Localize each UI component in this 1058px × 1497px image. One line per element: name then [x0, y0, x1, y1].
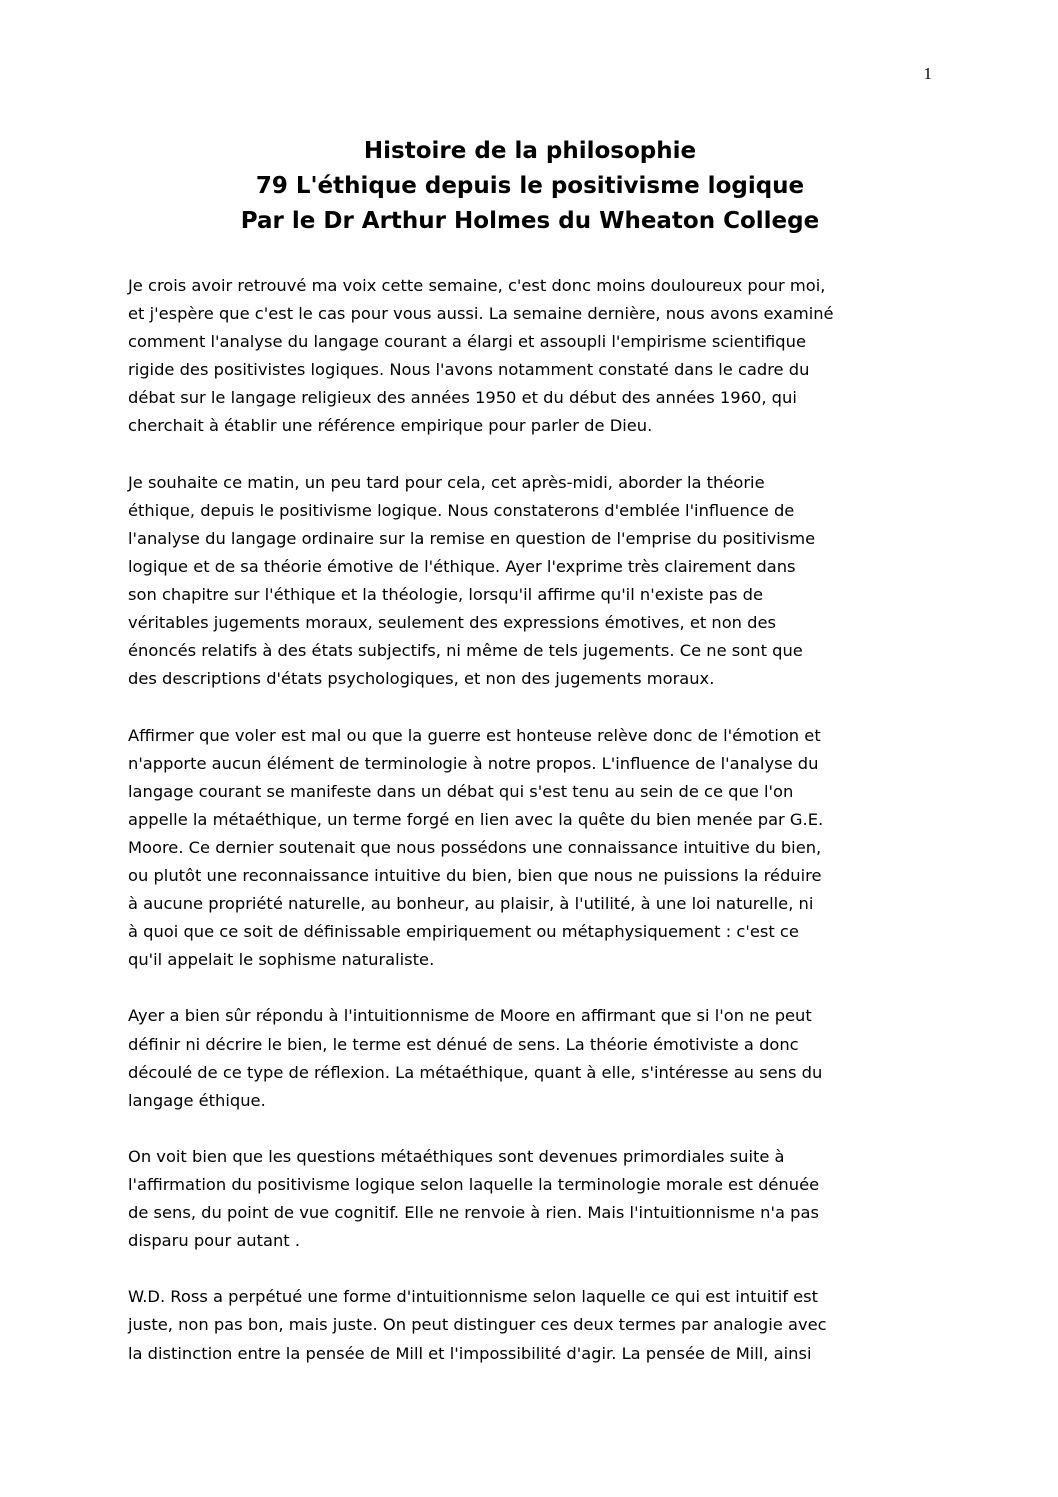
- paragraph-line: énoncés relatifs à des états subjectifs, ni même de tels jugements. Ce ne sont que: [128, 641, 803, 661]
- paragraph-line: rigide des positivistes logiques. Nous l'avons notamment constaté dans le cadre du: [128, 360, 810, 380]
- title-line-lecture: 79 L'éthique depuis le positivisme logique: [255, 173, 805, 199]
- paragraph: [128, 1143, 932, 1255]
- document-title: [128, 134, 932, 239]
- paragraph-line: l'affirmation du positivisme logique selon laquelle la terminologie morale est dénuée: [128, 1175, 820, 1194]
- paragraph-line: Je souhaite ce matin, un peu tard pour cela, cet après-midi, aborder la théorie: [128, 472, 765, 492]
- paragraph-line: juste, non pas bon, mais juste. On peut distinguer ces deux termes par analogie avec: [128, 1315, 827, 1335]
- paragraph-line: définir ni décrire le bien, le terme est dénué de sens. La théorie émotiviste a donc: [128, 1034, 799, 1054]
- paragraph-line: et j'espère que c'est le cas pour vous aussi. La semaine dernière, nous avons examiné: [128, 304, 834, 324]
- paragraph-line: débat sur le langage religieux des années 1950 et du début des années 1960, qui: [128, 388, 797, 408]
- paragraph: [128, 722, 932, 975]
- paragraph-line: logique et de sa théorie émotive de l'éthique. Ayer l'exprime très clairement dans: [128, 556, 796, 576]
- paragraph-line: disparu pour autant .: [128, 1231, 301, 1251]
- paragraph-line: véritables jugements moraux, seulement des expressions émotives, et non des: [128, 613, 777, 633]
- paragraph-line: de sens, du point de vue cognitif. Elle ne renvoie à rien. Mais l'intuitionnisme n'a pas: [128, 1203, 819, 1223]
- paragraph-line: la distinction entre la pensée de Mill et l'impossibilité d'agir. La pensée de Mill, ainsi: [128, 1343, 812, 1363]
- paragraph-line: Affirmer que voler est mal ou que la guerre est honteuse relève donc de l'émotion et: [128, 725, 821, 745]
- paragraph-line: On voit bien que les questions métaéthiques sont devenues primordiales suite à: [128, 1146, 785, 1166]
- paragraph-line: Ayer a bien sûr répondu à l'intuitionnisme de Moore en affirmant que si l'on ne peut: [128, 1006, 812, 1026]
- paragraph-line: n'apporte aucun élément de terminologie à notre propos. L'influence de l'analyse du: [128, 753, 819, 773]
- paragraph: [128, 469, 932, 694]
- paragraph-line: son chapitre sur l'éthique et la théologie, lorsqu'il affirme qu'il n'existe pas de: [128, 585, 763, 605]
- paragraph-line: Je crois avoir retrouvé ma voix cette semaine, c'est donc moins douloureux pour moi,: [128, 276, 826, 295]
- paragraph-line: à aucune propriété naturelle, au bonheur, au plaisir, à l'utilité, à une loi naturelle, ni: [128, 894, 814, 914]
- paragraph-line: découlé de ce type de réflexion. La métaéthique, quant à elle, s'intéresse au sens du: [128, 1062, 823, 1082]
- page-number: 1: [923, 64, 932, 83]
- paragraph-line: l'analyse du langage ordinaire sur la remise en question de l'emprise du positivisme: [128, 528, 816, 548]
- paragraph-line: langage courant se manifeste dans un débat qui s'est tenu au sein de ce que l'on: [128, 781, 794, 801]
- paragraph: [128, 272, 932, 441]
- paragraph-line: éthique, depuis le positivisme logique. Nous constaterons d'emblée l'influence de: [128, 500, 795, 520]
- paragraph-line: ou plutôt une reconnaissance intuitive du bien, bien que nous ne puissions la réduire: [128, 865, 822, 885]
- paragraph-line: cherchait à établir une référence empirique pour parler de Dieu.: [128, 416, 653, 436]
- paragraph-line: Moore. Ce dernier soutenait que nous possédons une connaissance intuitive du bien,: [128, 837, 822, 857]
- paragraph: [128, 1283, 932, 1367]
- paragraph-line: W.D. Ross a perpétué une forme d'intuitionnisme selon laquelle ce qui est intuitif est: [128, 1287, 819, 1307]
- paragraph-line: comment l'analyse du langage courant a élargi et assoupli l'empirisme scientifique: [128, 332, 806, 352]
- paragraph-line: des descriptions d'états psychologiques, et non des jugements moraux.: [128, 669, 715, 689]
- paragraph-line: appelle la métaéthique, un terme forgé en lien avec la quête du bien menée par G.E.: [128, 809, 824, 829]
- paragraph-line: qu'il appelait le sophisme naturaliste.: [128, 950, 435, 970]
- paragraph-line: langage éthique.: [128, 1090, 266, 1110]
- document-body: [128, 272, 932, 1396]
- title-line-author: Par le Dr Arthur Holmes du Wheaton College: [240, 208, 820, 234]
- paragraph: [128, 1002, 932, 1114]
- title-line-series: Histoire de la philosophie: [363, 138, 697, 164]
- paragraph-line: à quoi que ce soit de définissable empiriquement ou métaphysiquement : c'est ce: [128, 922, 799, 942]
